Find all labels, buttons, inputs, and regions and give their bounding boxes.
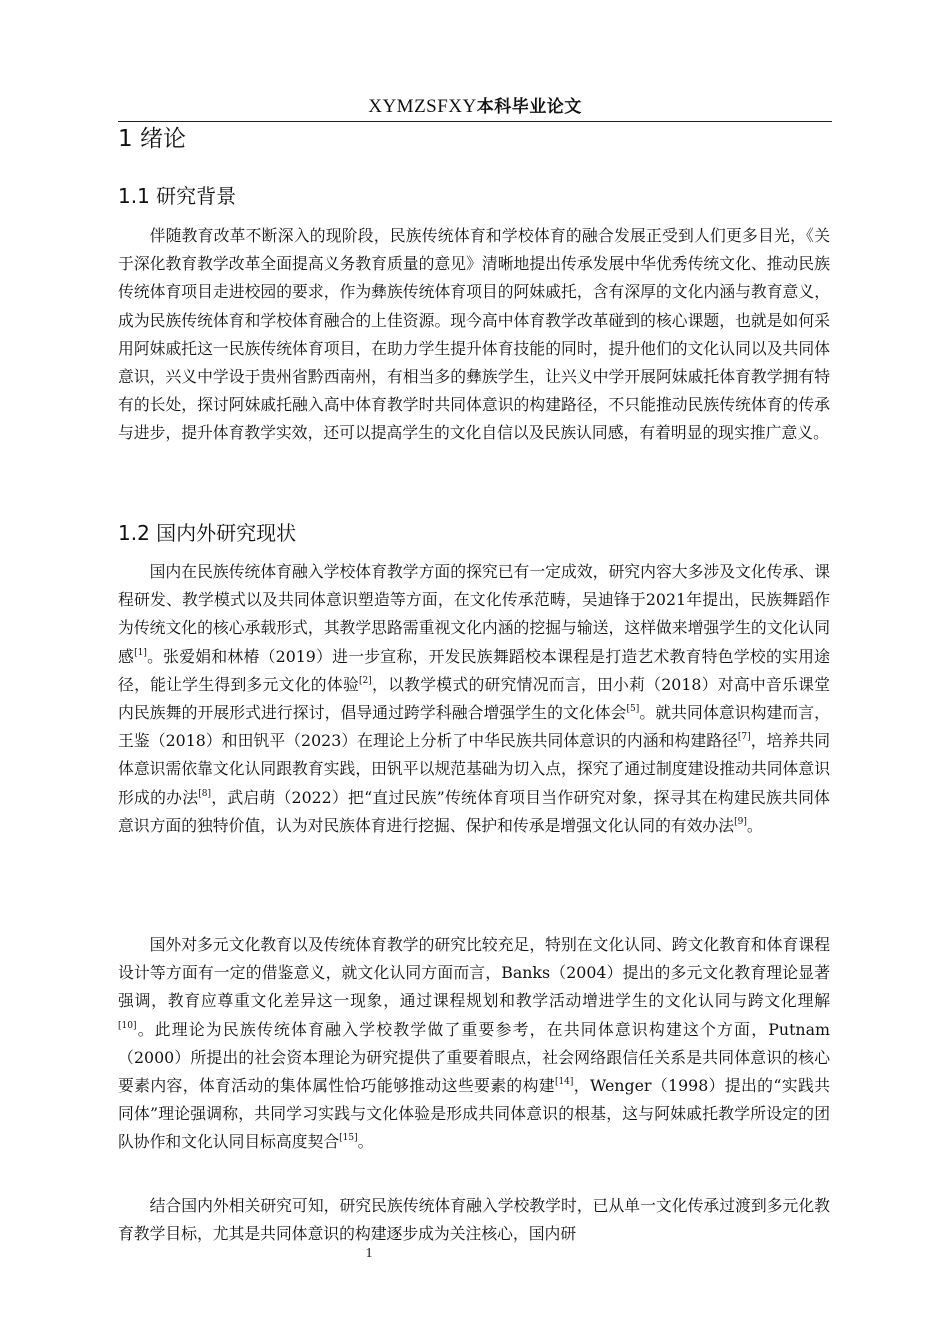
header-brand: XYMZSFXY	[368, 96, 477, 117]
header-subtitle: 本科毕业论文	[476, 97, 582, 117]
text-run: 。此理论为民族传统体育融入学校教学做了重要参考，在共同体意识构建这个方面，Putnam（2000）所提出的社会资本理论为研究提供了重要着眼点，社会网络跟信任关系是共同体意识的核心要素内容，体育活动的集体属性恰巧能够推动这些要素的构建	[118, 1019, 830, 1096]
chapter-heading: 1 绪论	[118, 126, 186, 152]
citation-ref: [15]	[339, 1133, 358, 1144]
text-run: 。张爱娟和林椿（2019）进一步宣称，开发民族舞蹈校本课程是打造艺术教育特色学校的实用途径，能让学生得到多元文化的体验	[118, 646, 830, 694]
section-heading-background: 1.1 研究背景	[118, 184, 237, 208]
citation-ref: [2]	[359, 675, 372, 686]
paragraph-summary	[118, 1192, 830, 1248]
paragraph-foreign-research	[118, 931, 830, 1157]
text-run: 结合国内外相关研究可知，研究民族传统体育融入学校教学时，已从单一文化传承过渡到多元化教育教学目标，尤其是共同体意识的构建逐步成为关注核心，国内研	[118, 1196, 830, 1244]
text-run: ，培养共同体意识需依靠文化认同跟教育实践，田钒平以规范基础为切入点，探究了通过制度建设推动共同体意识形成的办法	[118, 731, 830, 807]
text-run: ，武启萌（2022）把“直过民族”传统体育项目当作研究对象，探寻其在构建民族共同体意识方面的独特价值，认为对民族体育进行挖掘、保护和传承是增强文化认同的有效办法	[118, 787, 830, 835]
text-run: 。	[357, 1132, 374, 1152]
citation-ref: [1]	[134, 647, 147, 658]
running-header	[118, 93, 832, 122]
text-run: 国内在民族传统体育融入学校体育教学方面的探究已有一定成效，研究内容大多涉及文化传承、课程研发、教学模式以及共同体意识塑造等方面，在文化传承范畴，吴迪锋于2021年提出，民族舞蹈作为传统文化的核心承载形式，其教学思路需重视文化内涵的挖掘与输送，这样做来增强学生的文化认同感	[118, 562, 830, 666]
citation-ref: [10]	[118, 1020, 137, 1031]
paragraph-background	[118, 222, 830, 448]
text-run: ，Wenger（1998）提出的“实践共同体”理论强调称，共同学习实践与文化体验是形成共同体意识的根基，这与阿妹戚托教学所设定的团队协作和文化认同目标高度契合	[118, 1076, 830, 1152]
text-run: 国外对多元文化教育以及传统体育教学的研究比较充足，特别在文化认同、跨文化教育和体育课程设计等方面有一定的借鉴意义，就文化认同方面而言，Banks（2004）提出的多元文化教育理论显著强调，教育应尊重文化差异这一现象，通过课程规划和教学活动增进学生的文化认同与跨文化理解	[118, 935, 830, 1011]
text-run: 。	[746, 815, 763, 835]
citation-ref: [8]	[198, 788, 212, 799]
text-run: 伴随教育改革不断深入的现阶段，民族传统体育和学校体育的融合发展正受到人们更多目光，《关于深化教育教学改革全面提高义务教育质量的意见》清晰地提出传承发展中华优秀传统文化、推动民族传统体育项目走进校园的要求，作为彝族传统体育项目的阿妹戚托，含有深厚的文化内涵与教育意义，成为民族传统体育和学校体育融合的上佳资源。现今高中体育教学改革碰到的核心课题，也就是如何采用阿妹戚托这一民族传统体育项目，在助力学生提升体育技能的同时，提升他们的文化认同以及共同体意识，兴义中学设于贵州省黔西南州，有相当多的彝族学生，让兴义中学开展阿妹戚托体育教学拥有特有的长处，探讨阿妹戚托融入高中体育教学时共同体意识的构建路径，不只能推动民族传统体育的传承与进步，提升体育教学实效，还可以提高学生的文化自信以及民族认同感，有着明显的现实推广意义。	[118, 226, 830, 443]
page-number: 1	[365, 1246, 373, 1261]
section-heading-research-status: 1.2 国内外研究现状	[118, 521, 297, 545]
text-run: ，以教学模式的研究情况而言，田小莉（2018）对高中音乐课堂内民族舞的开展形式进行探讨，倡导通过跨学科融合增强学生的文化体会	[118, 674, 830, 723]
citation-ref: [5]	[626, 704, 640, 715]
paragraph-domestic-research	[118, 558, 830, 840]
citation-ref: [7]	[737, 732, 751, 743]
citation-ref: [9]	[734, 816, 747, 827]
text-run: 。就共同体意识构建而言，王鉴（2018）和田钒平（2023）在理论上分析了中华民族共同体意识的内涵和构建路径	[118, 703, 830, 751]
citation-ref: [14]	[554, 1077, 574, 1088]
